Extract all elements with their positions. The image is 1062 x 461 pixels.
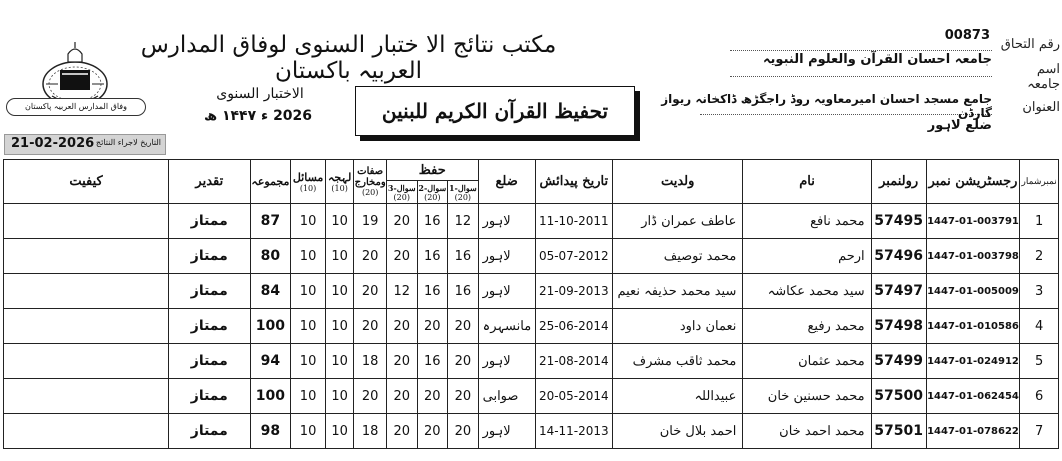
cell-sifat: 20 [354,274,387,309]
cell-q1: 20 [448,344,479,379]
cell-grade: ممتاز [169,379,250,414]
col-sifat [354,160,387,204]
cell-sr: 1 [1020,204,1059,239]
address-label: العنوان [1022,100,1060,115]
col-q1-max: (20) [454,192,472,202]
cell-remarks [4,309,169,344]
cell-masail: 10 [291,414,326,449]
cell-q3: 20 [386,309,417,344]
cell-sifat: 18 [354,344,387,379]
cell-total: 100 [250,309,291,344]
cell-q2: 20 [417,414,448,449]
col-father: ولدیت [613,160,743,204]
cell-father: محمد ثاقب مشرف [613,344,743,379]
col-reg: رجسٹریشن نمبر [926,160,1020,204]
cell-name: محمد نافع [743,204,871,239]
cell-masail: 10 [291,274,326,309]
cell-total: 98 [250,414,291,449]
cell-name: سید محمد عکاشہ [743,274,871,309]
cell-dob: 20-05-2014 [535,379,612,414]
col-hifz: حفظ [386,160,478,181]
cell-roll: 57497 [871,274,926,309]
cell-q1: 20 [448,379,479,414]
col-lehja [325,160,354,204]
address-line2: ضلع لاہور [927,118,992,133]
school-label: اسم جامعہ [1027,62,1060,92]
col-q3 [386,181,417,204]
col-masail [291,160,326,204]
cell-father: احمد بلال خان [613,414,743,449]
cell-lehja: 10 [325,204,354,239]
cell-roll: 57501 [871,414,926,449]
cell-lehja: 10 [325,379,354,414]
col-lehja-label: لہجہ [327,170,352,184]
cell-name: محمد عثمان [743,344,871,379]
result-date: 21-02-2026 [11,136,95,151]
cell-q1: 20 [448,309,479,344]
cell-masail: 10 [291,309,326,344]
cell-roll: 57499 [871,344,926,379]
cell-q2: 16 [417,239,448,274]
cell-lehja: 10 [325,239,354,274]
col-district: ضلع [478,160,535,204]
cell-q2: 16 [417,274,448,309]
exam-year: 2026 ء ۱۴۴۷ ھ [203,108,313,124]
cell-q3: 20 [386,414,417,449]
results-table [3,159,1059,449]
exam-title-box: تحفیظ القرآن الکریم للبنین [355,86,635,136]
cell-q1: 16 [448,239,479,274]
cell-sr: 2 [1020,239,1059,274]
cell-sr: 6 [1020,379,1059,414]
cell-roll: 57500 [871,379,926,414]
cell-father: عبیداللہ [613,379,743,414]
cell-remarks [4,344,169,379]
cell-sr: 5 [1020,344,1059,379]
table-row [4,379,1059,414]
table-row [4,414,1059,449]
cell-district: مانسہرہ [478,309,535,344]
col-total: مجموعہ [250,160,291,204]
cell-total: 94 [250,344,291,379]
cell-grade: ممتاز [169,239,250,274]
cell-masail: 10 [291,204,326,239]
col-q3-label: سوال-3 [387,182,416,193]
cell-q3: 20 [386,239,417,274]
cell-q1: 12 [448,204,479,239]
cell-sifat: 20 [354,309,387,344]
cell-q1: 20 [448,414,479,449]
cell-reg: 1447-01-003791 [926,204,1020,239]
cell-reg: 1447-01-062454 [926,379,1020,414]
cell-name: محمد رفیع [743,309,871,344]
cell-father: عاطف عمران ڈار [613,204,743,239]
cell-dob: 25-06-2014 [535,309,612,344]
cell-q3: 20 [386,344,417,379]
cell-name: محمد حسنین خان [743,379,871,414]
cell-lehja: 10 [325,344,354,379]
table-row [4,274,1059,309]
cell-lehja: 10 [325,274,354,309]
cell-masail: 10 [291,344,326,379]
cell-reg: 1447-01-078622 [926,414,1020,449]
table-row [4,309,1059,344]
cell-grade: ممتاز [169,204,250,239]
affiliation-no: 00873 [944,28,990,43]
school-name: جامعہ احسان القرآن والعلوم النبویہ [762,52,992,67]
col-remarks: کیفیت [4,160,169,204]
cell-father: سید محمد حذیفہ نعیم [613,274,743,309]
col-name: نام [743,160,871,204]
col-q2-label: سوال-2 [418,182,447,193]
cell-name: ارحم [743,239,871,274]
address-line1: جامع مسجد احسان امیرمعاویہ روڈ راجگڑھ ڈاکخانہ ریواز گارڈن [661,92,992,120]
cell-remarks [4,379,169,414]
col-dob: تاریخ پیدائش [535,160,612,204]
cell-district: لاہور [478,344,535,379]
cell-q2: 20 [417,379,448,414]
cell-dob: 14-11-2013 [535,414,612,449]
cell-dob: 05-07-2012 [535,239,612,274]
school-line [730,74,992,77]
cell-total: 80 [250,239,291,274]
cell-sr: 7 [1020,414,1059,449]
page-title: مکتب نتائج الا ختبار السنوی لوفاق المدارس العربیہ باکستان [140,32,557,84]
table-row [4,344,1059,379]
cell-q3: 20 [386,204,417,239]
cell-dob: 21-09-2013 [535,274,612,309]
table-row [4,239,1059,274]
table-row [4,204,1059,239]
cell-father: محمد توصیف [613,239,743,274]
cell-masail: 10 [291,239,326,274]
cell-roll: 57496 [871,239,926,274]
cell-q3: 20 [386,379,417,414]
cell-sr: 4 [1020,309,1059,344]
cell-grade: ممتاز [169,344,250,379]
cell-district: لاہور [478,239,535,274]
cell-total: 87 [250,204,291,239]
cell-district: لاہور [478,204,535,239]
exam-label: الاختبار السنوی [216,86,304,102]
cell-roll: 57495 [871,204,926,239]
cell-grade: ممتاز [169,274,250,309]
cell-grade: ممتاز [169,309,250,344]
cell-name: محمد احمد خان [743,414,871,449]
col-q1-label: سوال-1 [448,182,477,193]
cell-sifat: 20 [354,379,387,414]
cell-remarks [4,274,169,309]
col-roll: رولنمبر [871,160,926,204]
cell-lehja: 10 [325,414,354,449]
result-date-bar [4,134,166,155]
col-masail-label: مسائل [292,170,324,184]
col-masail-max: (10) [299,183,317,193]
cell-district: لاہور [478,414,535,449]
cell-grade: ممتاز [169,414,250,449]
col-lehja-max: (10) [331,183,348,193]
col-q3-max: (20) [393,192,410,202]
cell-sifat: 20 [354,239,387,274]
cell-district: صوابی [478,379,535,414]
cell-sifat: 19 [354,204,387,239]
cell-dob: 11-10-2011 [535,204,612,239]
col-sifat-label: صفات ومخارج [354,166,386,188]
logo-caption: وفاق المدارس العربیہ پاکستان [6,98,146,116]
col-grade: تقدیر [169,160,250,204]
cell-district: لاہور [478,274,535,309]
affiliation-label: رقم التحاق [1000,37,1060,52]
cell-reg: 1447-01-024912 [926,344,1020,379]
cell-father: نعمان داود [613,309,743,344]
col-q2-max: (20) [424,192,441,202]
cell-masail: 10 [291,379,326,414]
cell-q2: 16 [417,204,448,239]
cell-q1: 16 [448,274,479,309]
col-sr: نمبرشمار [1020,160,1059,204]
cell-dob: 21-08-2014 [535,344,612,379]
cell-q3: 12 [386,274,417,309]
col-sifat-max: (20) [361,188,379,197]
cell-reg: 1447-01-005009 [926,274,1020,309]
cell-remarks [4,239,169,274]
cell-lehja: 10 [325,309,354,344]
cell-remarks [4,414,169,449]
affiliation-line [730,48,992,51]
cell-reg: 1447-01-010586 [926,309,1020,344]
cell-sr: 3 [1020,274,1059,309]
col-q1 [448,181,479,204]
cell-reg: 1447-01-003798 [926,239,1020,274]
result-date-label: التاریخ لاجراء النتائج [95,138,161,147]
cell-q2: 16 [417,344,448,379]
cell-roll: 57498 [871,309,926,344]
col-q2 [417,181,448,204]
cell-sifat: 18 [354,414,387,449]
cell-total: 84 [250,274,291,309]
cell-total: 100 [250,379,291,414]
cell-q2: 20 [417,309,448,344]
cell-remarks [4,204,169,239]
